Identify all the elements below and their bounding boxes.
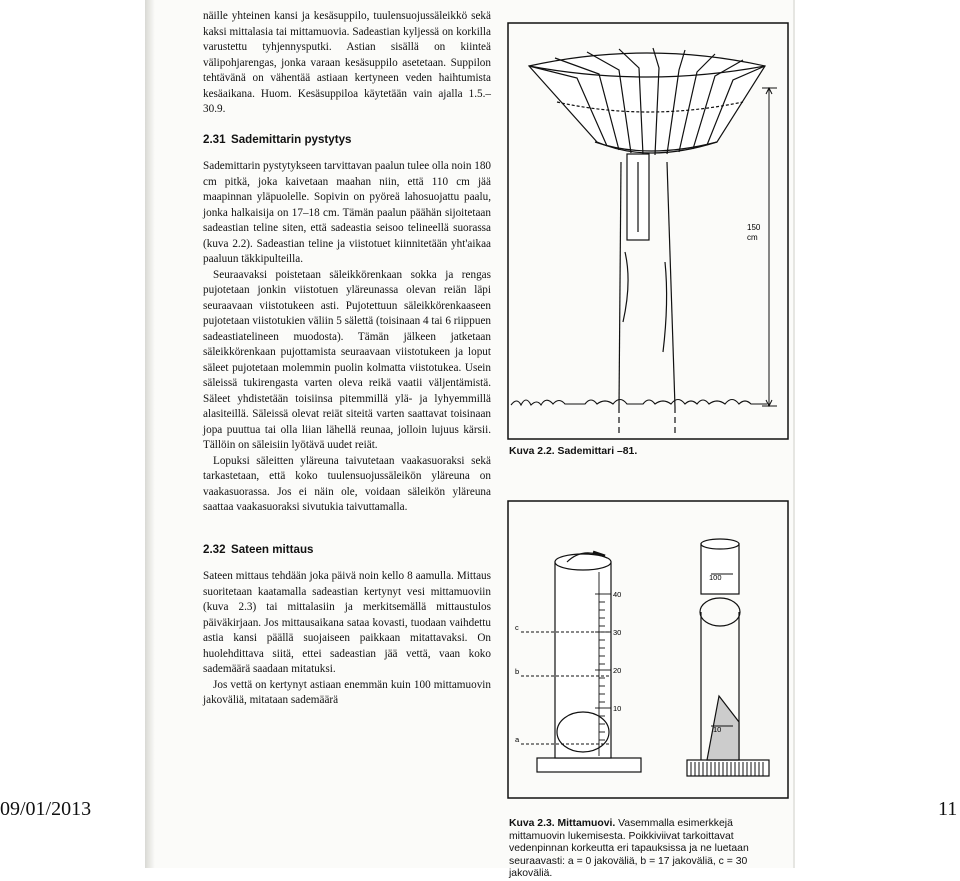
figure-2-3-caption [509, 818, 791, 881]
section-231-paragraph-3: Lopuksi säleitten yläreuna taivutetaan vaakasuoraksi sekä tarkastetaan, että koko tuulensuojussäleikön yläreuna on vaakasuorassa. Jos ei näin ole, voidaan säleikön yläreuna saattaa vaakasuoraksi sivutukia taivuttamalla. [203, 454, 491, 513]
height-dimension [762, 88, 777, 406]
gauge-post [619, 154, 675, 434]
scale-label-10-right: 10 [713, 725, 722, 734]
figure-2-2-rain-gauge [507, 22, 789, 440]
right-measuring-cylinder [687, 539, 769, 776]
scale-label-40: 40 [613, 590, 622, 599]
reading-label-b: b [515, 667, 520, 676]
figure-2-3-measuring-cylinders [507, 500, 789, 800]
scale-label-10: 10 [613, 704, 622, 713]
footer-page-number: 11 [938, 798, 958, 820]
figure-2-3-caption-title: Kuva 2.3. Mittamuovi. [509, 818, 616, 829]
figure-2-3-caption-body: Vasemmalla esimerkkejä mittamuovin lukemisesta. Poikkiviivat tarkoittavat vedenpinnan korkeutta eri tapauksissa ja ne luetaan seuraavasti: [509, 818, 749, 867]
left-measuring-cylinder [537, 552, 641, 772]
wind-shield-slats [529, 48, 765, 155]
footer-date: 09/01/2013 [0, 798, 92, 820]
reading-label-c: c [515, 623, 519, 632]
intro-paragraph: näille yhteinen kansi ja kesäsuppilo, tuulensuojussäleikkö sekä kaksi mittalasia tai mittamuovia. Sadeastian kyljessä on korkilla varustettu tyhjennysputki. Astian sisällä on kiinteä välipohjarengas, jonka varaan kesäsuppilo asetetaan. Suppilon tehtävänä on vähentää astiaan kertyneen veden haihtumista kesäaikana. Huom. Kesäsuppiloa käytetään vain ajalla 1.5.–30.9. [203, 10, 491, 115]
dimension-label-cm: cm [747, 233, 758, 242]
dimension-label-150: 150 [747, 223, 761, 232]
reading-label-a: a [515, 735, 520, 744]
section-232-paragraph-1: Sateen mittaus tehdään joka päivä noin kello 8 aamulla. Mittaus suoritetaan kaatamalla sadeastian kertynyt vesi mittamuoviin (kuva 2.3) tai mittalasiin ja merkitsemällä mittaustulos päiväkirjaan. Jos mittausaikana sataa kovasti, tuodaan vaihdettu astia kansi päällä suojaiseen paikkaan mitattavaksi. On huolehdittava siitä, ettei sadeastian jää vettä, vaan koko sademäärä saadaan mitatuksi. [203, 570, 491, 675]
scale-label-30: 30 [613, 628, 622, 637]
figure-2-2-caption: Kuva 2.2. Sademittari –81. [509, 446, 638, 457]
section-231-heading: 2.31 Sademittarin pystytys [203, 132, 352, 146]
section-232-heading: 2.32 Sateen mittaus [203, 542, 314, 556]
section-231-paragraph-2: Seuraavaksi poistetaan säleikkörenkaan sokka ja rengas pujotetaan jonkin viistotuen yläreunassa olevan reiän läpi seuraavaan viistotukeen asti. Pujotettuun säleikkörenkaaseen pujotetaan viistotukien väliin 5 sälettä (toisinaan 4 tai 6 riippuen sadeastiatelineen muodosta). Tämän jälkeen jatketaan säleikkörenkaan pujottamista seuraavaan viistotukeen ja loput säleet pujotetaan molemmin puolin kolmatta viistotukea. Usein säleissä tukirengasta varten oleva reikä vaatii väljentämistä. Säleet yhdistetään toisiinsa pitemmillä ylä- ja lyhyemmillä alasiteillä. Säleissä olevat reiät siteitä varten saattavat toisinaan jopa puuttua tai olla liian lähellä reunaa, jolloin lujuus kärsii. Tällöin on säleisiin lyötävä uudet reiät. [203, 268, 492, 451]
scale-label-20: 20 [613, 666, 622, 675]
figure-2-3-caption-readings: a = 0 jakoväliä, b = 17 jakoväliä, c = 30 jakoväliä. [509, 855, 748, 879]
text-column [203, 9, 491, 709]
ground-line [511, 400, 767, 406]
section-232-paragraph-2: Jos vettä on kertynyt astiaan enemmän kuin 100 mittamuovin jakoväliä, mitataan sademäärä [203, 678, 491, 706]
section-231-paragraph-1: Sademittarin pystytykseen tarvittavan paalun tulee olla noin 180 cm pitkä, joka kaivetaan maahan niin, että 110 cm jää maapinnan yläpuolelle. Sopivin on pyöreä lahosuojattu paalu, jonka halkaisija on 17–18 cm. Tämän paalun päähän sijoitetaan sadeastian teline siten, että sadeastia seisoo telineellä suorassa (kuva 2.2). Sadeastian teline ja viistotuet kiinnitetään yht'aikaa paaluun täkkipulteilla. [203, 160, 492, 265]
scale-label-100: 100 [709, 573, 722, 582]
